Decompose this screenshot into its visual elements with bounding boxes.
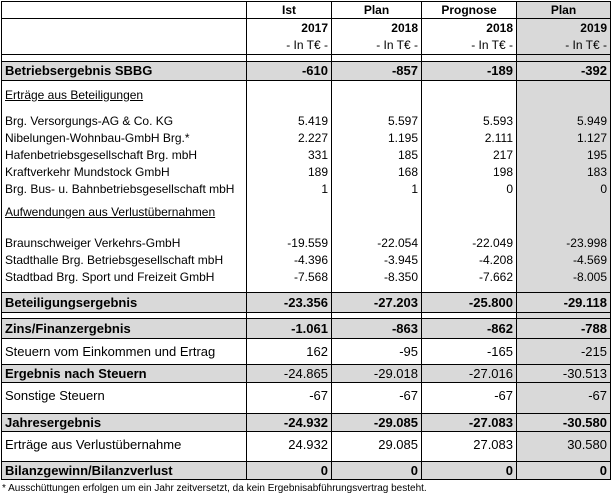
row-value: 198 <box>422 164 517 181</box>
row-value: -863 <box>332 319 422 339</box>
row-label: Stadthalle Brg. Betriebsgesellschaft mbH <box>2 252 247 269</box>
table-row <box>2 235 611 252</box>
row-value: 0 <box>517 181 611 198</box>
header-year: 2018 <box>422 19 517 37</box>
row-value: -29.118 <box>517 293 611 313</box>
row-value: -67 <box>247 383 332 409</box>
row-label: Sonstige Steuern <box>2 383 247 409</box>
table-row <box>2 130 611 147</box>
header-unit: - In T€ - <box>332 37 422 55</box>
header-col-type: Plan <box>332 2 422 19</box>
row-value: -4.208 <box>422 252 517 269</box>
row-bilanzgewinn <box>2 462 611 480</box>
row-value: 1.127 <box>517 130 611 147</box>
row-value: 5.597 <box>332 113 422 130</box>
row-value: 5.593 <box>422 113 517 130</box>
row-value: -24.932 <box>247 414 332 432</box>
row-value: 30.580 <box>517 432 611 458</box>
row-value: -1.061 <box>247 319 332 339</box>
row-value: -67 <box>422 383 517 409</box>
table-row <box>2 269 611 286</box>
row-value: 0 <box>422 181 517 198</box>
header-year: 2018 <box>332 19 422 37</box>
row-ergebnis-nach-steuern <box>2 365 611 383</box>
header-corner <box>2 2 247 19</box>
row-label: Bilanzgewinn/Bilanzverlust <box>2 462 247 480</box>
row-value: 5.949 <box>517 113 611 130</box>
row-label: Zins/Finanzergebnis <box>2 319 247 339</box>
row-value: -67 <box>517 383 611 409</box>
row-value: -3.945 <box>332 252 422 269</box>
row-value: -857 <box>332 62 422 81</box>
row-value: -30.513 <box>517 365 611 383</box>
section-heading-ertraege: Erträge aus Beteiligungen <box>5 87 144 102</box>
row-value: -23.356 <box>247 293 332 313</box>
row-value: -27.203 <box>332 293 422 313</box>
row-value: -27.016 <box>422 365 517 383</box>
footnote: * Ausschüttungen erfolgen um ein Jahr zeitversetzt, da kein Ergebnisabführungsvertrag besteht. <box>2 483 427 494</box>
row-label: Hafenbetriebsgesellschaft Brg. mbH <box>2 147 247 164</box>
row-value: -19.559 <box>247 235 332 252</box>
row-value: 168 <box>332 164 422 181</box>
row-value: 27.083 <box>422 432 517 458</box>
row-value: 5.419 <box>247 113 332 130</box>
table-row <box>2 147 611 164</box>
row-label: Braunschweiger Verkehrs-GmbH <box>2 235 247 252</box>
row-value: 0 <box>247 462 332 480</box>
header-year: 2017 <box>247 19 332 37</box>
row-value: -67 <box>332 383 422 409</box>
row-value: 1 <box>332 181 422 198</box>
row-value: -8.005 <box>517 269 611 286</box>
row-value: -4.396 <box>247 252 332 269</box>
row-value: 217 <box>422 147 517 164</box>
row-jahresergebnis <box>2 414 611 432</box>
row-value: -189 <box>422 62 517 81</box>
row-value: -862 <box>422 319 517 339</box>
row-value: -610 <box>247 62 332 81</box>
row-label: Erträge aus Verlustübernahme <box>2 432 247 458</box>
row-value: 162 <box>247 339 332 365</box>
row-value: -30.580 <box>517 414 611 432</box>
row-value: 24.932 <box>247 432 332 458</box>
table-row <box>2 113 611 130</box>
row-value: -215 <box>517 339 611 365</box>
row-value: 0 <box>422 462 517 480</box>
row-value: 2.227 <box>247 130 332 147</box>
row-value: 0 <box>517 462 611 480</box>
row-value: -7.568 <box>247 269 332 286</box>
row-value: -24.865 <box>247 365 332 383</box>
row-label: Nibelungen-Wohnbau-GmbH Brg.* <box>2 130 247 147</box>
section-heading-aufwendungen: Aufwendungen aus Verlustübernahmen <box>5 204 216 219</box>
row-value: 1 <box>247 181 332 198</box>
row-label: Steuern vom Einkommen und Ertrag <box>2 339 247 365</box>
row-value: -22.049 <box>422 235 517 252</box>
row-value: -7.662 <box>422 269 517 286</box>
row-value: 195 <box>517 147 611 164</box>
row-value: 1.195 <box>332 130 422 147</box>
header-year: 2019 <box>517 19 611 37</box>
row-zinsergebnis <box>2 319 611 339</box>
row-value: 189 <box>247 164 332 181</box>
header-col-type: Prognose <box>422 2 517 19</box>
header-blank <box>2 19 247 37</box>
row-value: -22.054 <box>332 235 422 252</box>
row-value: -29.085 <box>332 414 422 432</box>
financial-table <box>1 1 611 480</box>
row-label: Beteiligungsergebnis <box>2 293 247 313</box>
row-label: Brg. Bus- u. Bahnbetriebsgesellschaft mbH <box>2 181 247 198</box>
table-row <box>2 252 611 269</box>
row-label: Kraftverkehr Mundstock GmbH <box>2 164 247 181</box>
row-value: -29.018 <box>332 365 422 383</box>
row-value: -8.350 <box>332 269 422 286</box>
header-blank <box>2 37 247 55</box>
row-value: 0 <box>332 462 422 480</box>
row-value: 2.111 <box>422 130 517 147</box>
row-value: 185 <box>332 147 422 164</box>
row-label: Jahresergebnis <box>2 414 247 432</box>
header-unit: - In T€ - <box>517 37 611 55</box>
row-value: -788 <box>517 319 611 339</box>
header-unit: - In T€ - <box>247 37 332 55</box>
header-col-type: Ist <box>247 2 332 19</box>
row-value: -27.083 <box>422 414 517 432</box>
row-value: 183 <box>517 164 611 181</box>
table-row <box>2 339 611 365</box>
row-betriebsergebnis <box>2 62 611 81</box>
table-row <box>2 164 611 181</box>
table-row <box>2 432 611 458</box>
header-unit: - In T€ - <box>422 37 517 55</box>
table-row <box>2 383 611 409</box>
row-value: 29.085 <box>332 432 422 458</box>
table-row <box>2 181 611 198</box>
header-col-type: Plan <box>517 2 611 19</box>
row-label: Brg. Versorgungs-AG & Co. KG <box>2 113 247 130</box>
row-value: -23.998 <box>517 235 611 252</box>
row-value: -165 <box>422 339 517 365</box>
row-label: Betriebsergebnis SBBG <box>2 62 247 81</box>
row-label: Stadtbad Brg. Sport und Freizeit GmbH <box>2 269 247 286</box>
row-value: -4.569 <box>517 252 611 269</box>
row-value: 331 <box>247 147 332 164</box>
row-value: -95 <box>332 339 422 365</box>
row-value: -25.800 <box>422 293 517 313</box>
row-value: -392 <box>517 62 611 81</box>
row-beteiligungsergebnis <box>2 293 611 313</box>
row-label: Ergebnis nach Steuern <box>2 365 247 383</box>
